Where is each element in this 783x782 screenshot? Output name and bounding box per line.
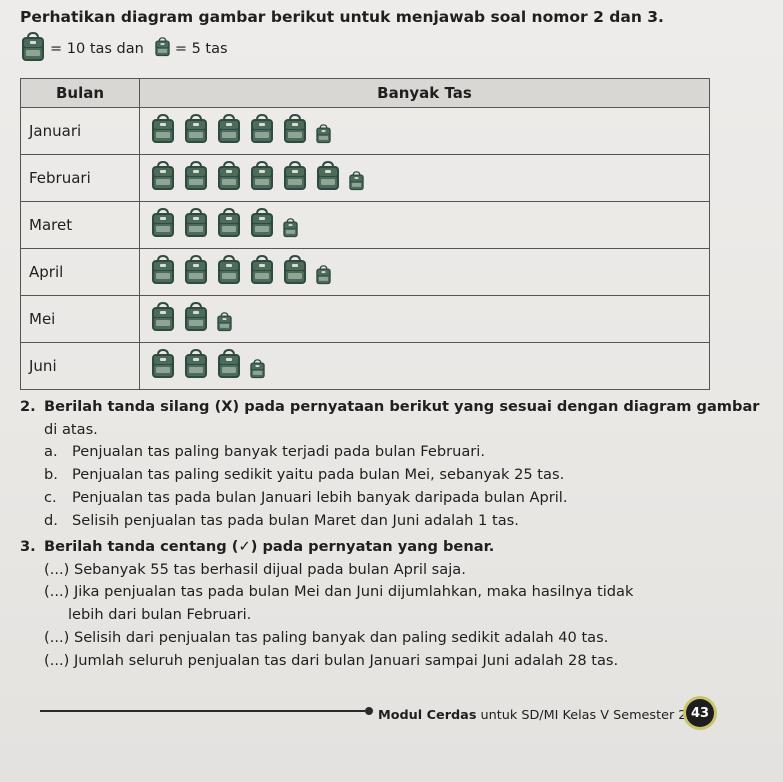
bag-icon (154, 37, 171, 61)
bag-icon (315, 265, 332, 289)
table-row (21, 249, 710, 296)
statement-2-cont: lebih dari bulan Februari. (68, 606, 252, 624)
bag-icon (216, 349, 242, 383)
question-text: Berilah tanda centang (✓) pada pernyatan yang benar. (44, 538, 495, 555)
legend (20, 32, 228, 66)
bag-icon (183, 114, 209, 148)
bag-icon (315, 124, 332, 148)
table-row (21, 296, 710, 343)
bag-icon (348, 171, 365, 195)
bag-icon (216, 255, 242, 289)
bag-icon (150, 161, 176, 195)
bag-icon (150, 349, 176, 383)
legend-half-text: = 5 tas (174, 41, 228, 57)
legend-full-text: = 10 tas dan (50, 41, 144, 57)
question-text: Berilah tanda silang (X) pada pernyataan berikut yang sesuai dengan diagram gambar (44, 398, 760, 415)
bag-icon (249, 114, 275, 148)
bag-icon (216, 161, 242, 195)
table-row (21, 202, 710, 249)
bag-icon (282, 114, 308, 148)
bag-icon (216, 312, 233, 336)
statement-3[interactable]: (...) Selisih dari penjualan tas paling banyak dan paling sedikit adalah 40 tas. (44, 628, 609, 646)
bag-icon (282, 255, 308, 289)
option-d[interactable]: d. Selisih penjualan tas pada bulan Maret dan Juni adalah 1 tas. (44, 511, 519, 529)
bag-icon (249, 255, 275, 289)
bag-icon (183, 255, 209, 289)
month-label: Februari (21, 155, 140, 202)
option-c[interactable]: c. Penjualan tas pada bulan Januari lebih banyak daripada bulan April. (44, 488, 568, 506)
table-row (21, 108, 710, 155)
month-label: Maret (21, 202, 140, 249)
bag-count-cell (140, 202, 710, 249)
bag-icon (282, 218, 299, 242)
bag-icon (150, 255, 176, 289)
month-label: Juni (21, 343, 140, 390)
bag-icon (249, 208, 275, 242)
footer-brand: Modul Cerdas (378, 708, 477, 723)
bag-icon (150, 208, 176, 242)
bag-count-cell (140, 296, 710, 343)
question-number: 2. (20, 398, 36, 415)
bag-count-cell (140, 155, 710, 202)
bag-icon (150, 114, 176, 148)
bag-icon (20, 32, 46, 66)
bag-icon (216, 114, 242, 148)
question-3 (20, 536, 760, 672)
statement-2[interactable]: (...) Jika penjualan tas pada bulan Mei dan Juni dijumlahkan, maka hasilnya tidak (44, 583, 634, 601)
option-a[interactable]: a. Penjualan tas paling banyak terjadi pada bulan Februari. (44, 443, 485, 461)
month-label: Januari (21, 108, 140, 155)
page-number: 43 (686, 699, 714, 727)
bag-count-cell (140, 108, 710, 155)
month-label: Mei (21, 296, 140, 343)
question-2 (20, 396, 760, 532)
header-bulan: Bulan (21, 79, 140, 108)
statement-1[interactable]: (...) Sebanyak 55 tas berhasil dijual pada bulan April saja. (44, 560, 466, 578)
bag-icon (216, 208, 242, 242)
bag-count-cell (140, 249, 710, 296)
instruction-title: Perhatikan diagram gambar berikut untuk menjawab soal nomor 2 dan 3. (20, 8, 664, 26)
bag-icon (249, 161, 275, 195)
footer-caption: untuk SD/MI Kelas V Semester 2 (476, 708, 687, 723)
table-row (21, 155, 710, 202)
table-row (21, 343, 710, 390)
bag-count-cell (140, 343, 710, 390)
bag-icon (150, 302, 176, 336)
footer-dot (365, 707, 373, 715)
bag-icon (183, 302, 209, 336)
month-label: April (21, 249, 140, 296)
header-banyak-tas: Banyak Tas (140, 79, 710, 108)
pictogram-table (20, 78, 710, 390)
bag-icon (183, 208, 209, 242)
question-number: 3. (20, 538, 36, 555)
statement-4[interactable]: (...) Jumlah seluruh penjualan tas dari bulan Januari sampai Juni adalah 28 tas. (44, 651, 619, 669)
footer-divider (40, 710, 365, 712)
option-b[interactable]: b. Penjualan tas paling sedikit yaitu pada bulan Mei, sebanyak 25 tas. (44, 466, 565, 484)
bag-icon (282, 161, 308, 195)
bag-icon (183, 161, 209, 195)
bag-icon (315, 161, 341, 195)
bag-icon (183, 349, 209, 383)
question-text-cont: di atas. (44, 420, 98, 438)
bag-icon (249, 359, 266, 383)
footer-text (378, 708, 686, 723)
